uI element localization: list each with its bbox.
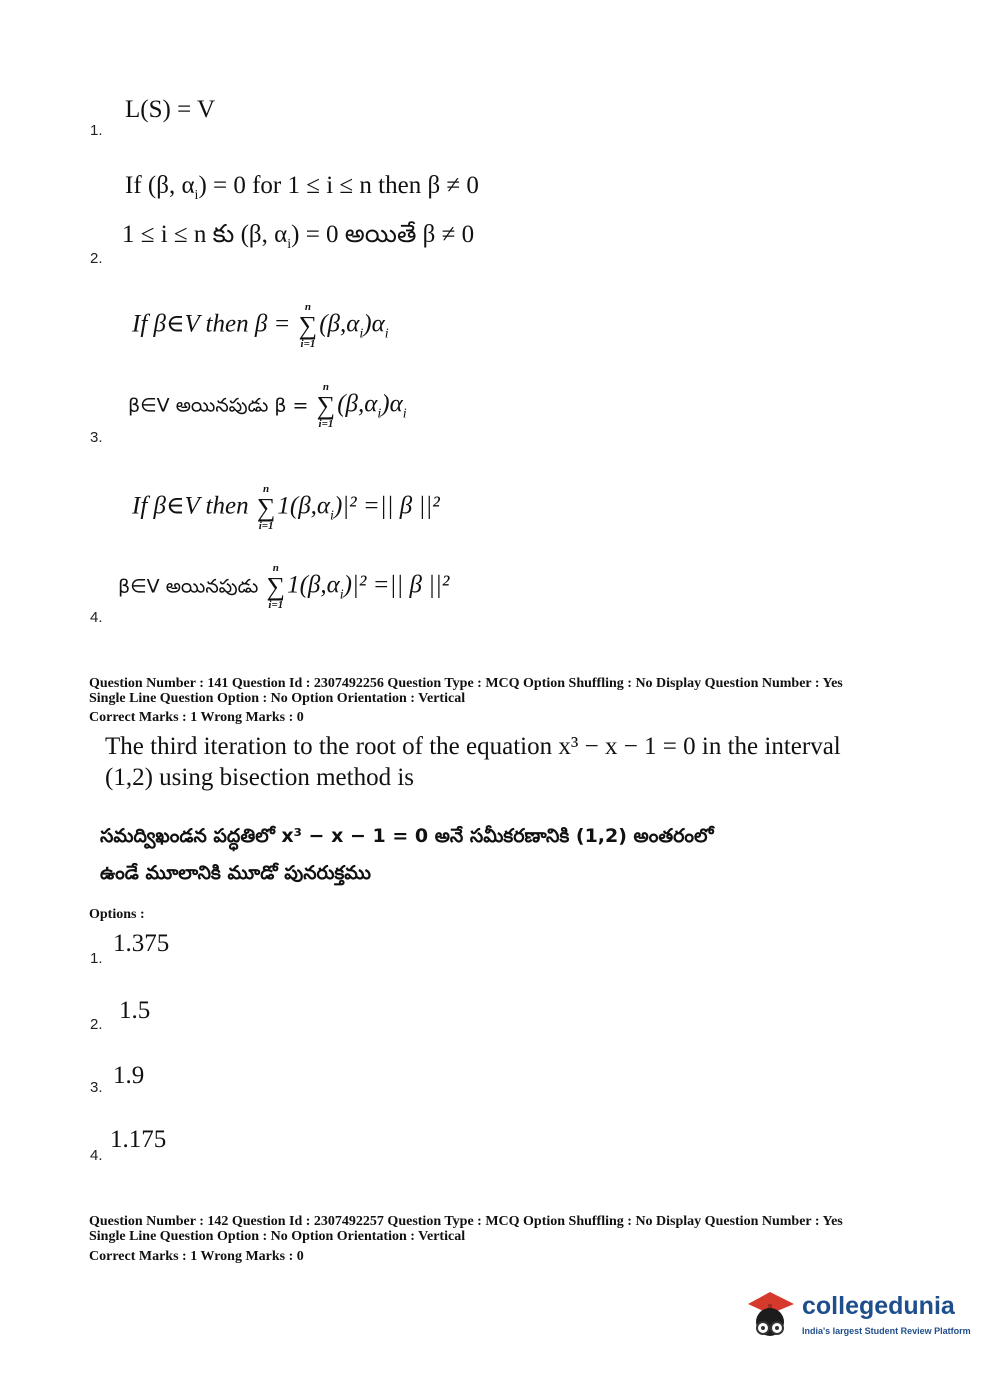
brand-tagline: India's largest Student Review Platform [802,1326,971,1336]
meta-line-2: Single Line Question Option : No Option Orientation : Vertical [89,691,466,706]
prev-option-3-telugu: β∈V అయినపుడు β = n ∑ i=1 $(\beta,\alpha_i)\alpha_i$ [128,381,407,430]
question-english-line-2: (1,2) using bisection method is [105,764,414,791]
options-label: Options : [89,907,145,922]
prev-option-2-number: 2. [90,250,103,267]
prev-option-1-number: 1. [90,122,103,139]
option-1-text: 1.375 [113,930,170,957]
summation-symbol: n ∑ i=1 [298,301,318,350]
question-telugu-line-1: సమద్విఖండన పద్ధతిలో x³ − x − 1 = 0 అనే సమీకరణానికి (1,2) అంతరంలో [100,825,714,847]
prev-option-3-english: If β∈V then β = n ∑ i=1 $(\beta,\alpha_i)\alpha_i$ [132,301,389,350]
collegedunia-watermark [742,1286,972,1346]
meta-line-1: Question Number : 142 Question Id : 2307492257 Question Type : MCQ Option Shuffling : No Display Question Number : Yes [89,1214,843,1229]
meta-line-3: Correct Marks : 1 Wrong Marks : 0 [89,710,304,725]
prev-option-3-number: 3. [90,429,103,446]
option-1-number: 1. [90,950,103,967]
mascot-icon [742,1290,798,1342]
prev-option-2-telugu: 1 ≤ i ≤ n కు (β, $\alpha_i) = 0$ అయితే β ≠ 0 [122,221,475,252]
brand-name: collegedunia [802,1292,955,1320]
option-4-number: 4. [90,1147,103,1164]
option-3-text: 1.9 [113,1062,145,1089]
summation-symbol: n ∑ i=1 [316,381,336,430]
meta-line-3: Correct Marks : 1 Wrong Marks : 0 [89,1249,304,1264]
prev-option-1-text: L(S) = V [125,96,216,123]
prev-option-4-number: 4. [90,609,103,626]
summation-symbol: n ∑ i=1 [256,483,276,532]
prev-option-2-english: If (β, $\alpha_i) = 0$ for 1 ≤ i ≤ n then β ≠ 0 [125,172,479,203]
prev-option-4-english: If β∈V then n ∑ i=1 $1(\beta,\alpha_i)|^2$ =|| β ||² [132,483,440,532]
question-english-line-1: The third iteration to the root of the equation x³ − x − 1 = 0 in the interval [105,733,841,760]
summation-symbol: n ∑ i=1 [266,562,286,611]
option-2-text: 1.5 [119,997,151,1024]
question-telugu-line-2: ఉండే మూలానికి మూడో పునరుక్తము [100,862,371,884]
meta-line-2: Single Line Question Option : No Option Orientation : Vertical [89,1229,466,1244]
option-3-number: 3. [90,1079,103,1096]
option-4-text: 1.175 [110,1126,167,1153]
prev-option-4-telugu: β∈V అయినపుడు n ∑ i=1 $1(\beta,\alpha_i)|^2$ =|| β ||² [118,562,450,611]
meta-line-1: Question Number : 141 Question Id : 2307492256 Question Type : MCQ Option Shuffling : No Display Question Number : Yes [89,676,843,691]
option-2-number: 2. [90,1016,103,1033]
